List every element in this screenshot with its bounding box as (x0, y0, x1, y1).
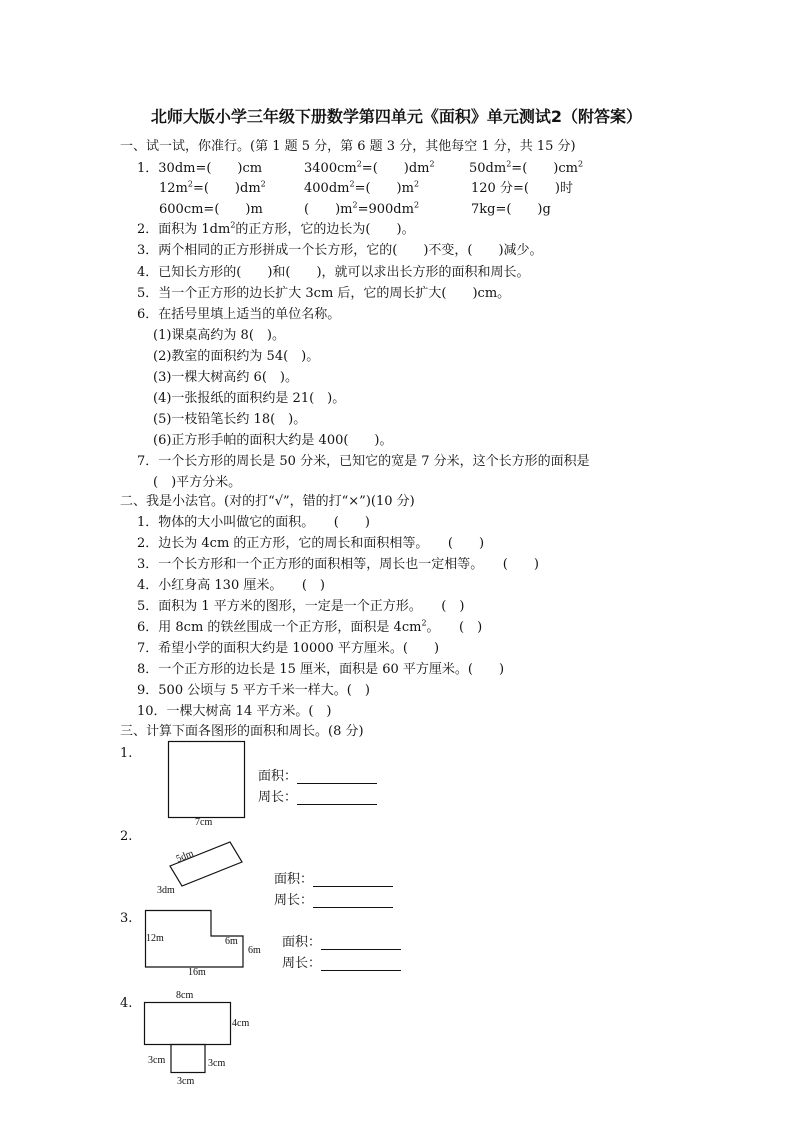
q6: 6．在括号里填上适当的单位名称。 (137, 307, 341, 322)
judge-item: 1．物体的大小叫做它的面积。 ( ) (137, 515, 370, 530)
q1-c: $50dm^2=$( )$cm^2$ (469, 159, 584, 176)
q6-item: (3)一棵大树高约 6( )。 (153, 370, 298, 385)
judge-item: 8．一个正方形的边长是 15 厘米，面积是 60 平方厘米。( ) (137, 662, 505, 677)
answer-blank[interactable] (313, 893, 393, 908)
figure3-perimeter: 周长： (282, 952, 401, 971)
figure3-number: 3. (120, 911, 133, 926)
judge-item: 7．希望小学的面积大约是 10000 平方厘米。( ) (137, 641, 440, 656)
section1-heading: 一、试一试，你准行。(第 1 题 5 分，第 6 题 3 分，其他每空 1 分，共 15 分) (120, 139, 576, 154)
judge-item: 4．小红身高 130 厘米。 ( ) (137, 578, 325, 593)
answer-blank[interactable] (321, 956, 401, 971)
q1-i: 7kg=( )g (471, 202, 551, 217)
figure3-area: 面积： (282, 931, 401, 950)
q1-a: 1．30dm=( )cm (137, 161, 263, 176)
figure1-area: 面积： (258, 765, 377, 784)
q1-f: 120 分=( )时 (471, 181, 573, 196)
q6-item: (5)一枝铅笔长约 18( )。 (153, 412, 307, 427)
q6-item: (1)课桌高约为 8( )。 (153, 328, 285, 343)
figure1-number: 1. (120, 746, 133, 761)
q4: 4．已知长方形的( )和( )，就可以求出长方形的面积和周长。 (137, 265, 530, 280)
figure4-right2-label: 3cm (208, 1058, 226, 1069)
q3: 3．两个相同的正方形拼成一个长方形，它的( )不变，( )减少。 (137, 243, 543, 258)
figure3-bottom-label: 16m (188, 967, 206, 978)
figure4-right-label: 4cm (232, 1018, 250, 1029)
q1-g: 600cm=( )m (159, 202, 263, 217)
figure2-area: 面积： (274, 868, 393, 887)
figure3-left-label: 12m (146, 933, 164, 944)
answer-blank[interactable] (313, 872, 393, 887)
figure2-perimeter: 周长： (274, 889, 393, 908)
figure4-bottom-label: 3cm (177, 1076, 195, 1087)
figure1-perimeter: 周长： (258, 786, 377, 805)
figure4-number: 4. (120, 996, 133, 1011)
figure3-inner-label: 6m (225, 936, 238, 947)
q6-item: (6)正方形手帕的面积大约是 400( )。 (153, 433, 393, 448)
judge-item: 3．一个长方形和一个正方形的面积相等，周长也一定相等。 ( ) (137, 557, 539, 572)
answer-blank[interactable] (321, 935, 401, 950)
q1-d: $12m^2=$( )$dm^2$ (159, 179, 266, 196)
q1-h: ( )$m^2=900dm^2$ (304, 200, 420, 217)
figure2-rotated-rectangle (160, 838, 250, 912)
q1-b: $3400cm^2=$( )$dm^2$ (304, 159, 435, 176)
section2-heading: 二、我是小法官。(对的打“√”，错的打“×”)(10 分) (120, 494, 415, 509)
figure4-left-label: 3cm (148, 1055, 166, 1066)
figure2-short-label: 3dm (157, 885, 175, 896)
q5: 5．当一个正方形的边长扩大 3cm 后，它的周长扩大( )cm。 (137, 286, 511, 301)
judge-item: 2．边长为 4cm 的正方形，它的周长和面积相等。 ( ) (137, 536, 485, 551)
judge-item: 6．用 8cm 的铁丝围成一个正方形，面积是 $4cm^2$。 ( ) (137, 618, 483, 635)
figure2-long-label: 5dm (174, 848, 196, 865)
judge-item: 10．一棵大树高 14 平方米。( ) (137, 704, 332, 719)
answer-blank[interactable] (297, 790, 377, 805)
judge-item: 9．500 公顷与 5 平方千米一样大。( ) (137, 683, 370, 698)
figure3-right-label: 6m (248, 945, 261, 956)
q6-item: (4)一张报纸的面积约是 21( )。 (153, 391, 346, 406)
q7-cont: ( )平方分米。 (153, 475, 242, 490)
q2: 2．面积为 $1dm^2$的正方形，它的边长为( )。 (137, 220, 415, 237)
q1-e: $400dm^2=$( )$m^2$ (304, 179, 420, 196)
figure4-top-label: 8cm (176, 990, 194, 1001)
q6-item: (2)教室的面积约为 54( )。 (153, 349, 320, 364)
answer-blank[interactable] (297, 769, 377, 784)
page-title: 北师大版小学三年级下册数学第四单元《面积》单元测试2（附答案） (150, 107, 643, 126)
q7: 7．一个长方形的周长是 50 分米，已知它的宽是 7 分米，这个长方形的面积是 (137, 454, 590, 469)
figure2-number: 2. (120, 829, 133, 844)
figure1-square (168, 741, 246, 823)
judge-item: 5．面积为 1 平方米的图形，一定是一个正方形。 ( ) (137, 599, 465, 614)
section3-heading: 三、计算下面各图形的面积和周长。(8 分) (120, 724, 364, 739)
figure1-side-label: 7cm (195, 817, 213, 828)
